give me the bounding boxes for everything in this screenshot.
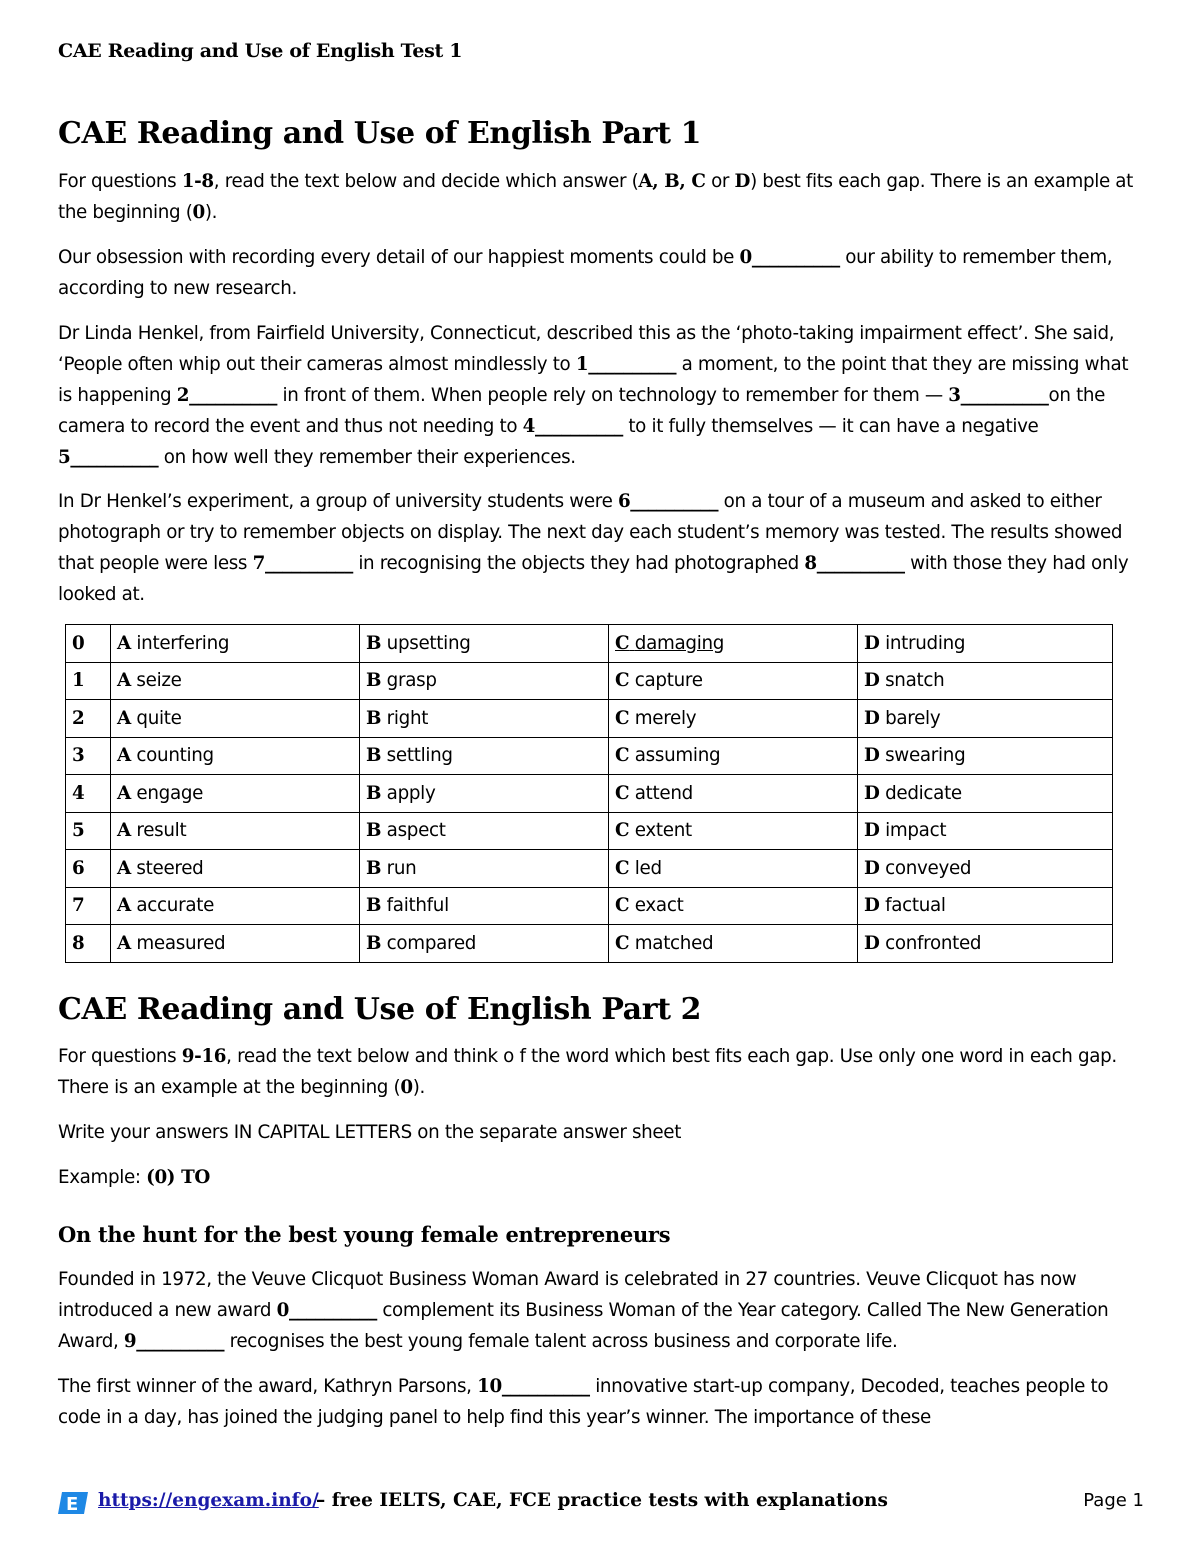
option-c: C merely (609, 700, 858, 738)
running-header: CAE Reading and Use of English Test 1 (58, 40, 463, 62)
question-number: 8 (66, 925, 111, 963)
options-row (66, 850, 1113, 888)
gap-5: 5__________ (58, 447, 159, 468)
option-b: B upsetting (360, 625, 609, 663)
option-a: A result (111, 812, 360, 850)
option-c: C exact (609, 887, 858, 925)
option-b: B run (360, 850, 609, 888)
option-a: A counting (111, 737, 360, 775)
option-a: A engage (111, 775, 360, 813)
gap-0-part2: 0__________ (276, 1300, 377, 1321)
question-number: 6 (66, 850, 111, 888)
part1-paragraph-1: Our obsession with recording every detail of our happiest moments could be 0__________ our ability to remember them, according to new research. (58, 247, 1113, 299)
gap-9: 9__________ (123, 1331, 225, 1352)
footer-tagline: – free IELTS, CAE, FCE practice tests with explanations (316, 1490, 888, 1511)
options-table (65, 624, 1113, 963)
option-a: A measured (111, 925, 360, 963)
option-b: B settling (360, 737, 609, 775)
question-number: 2 (66, 700, 111, 738)
option-a: A accurate (111, 887, 360, 925)
option-c: C capture (609, 662, 858, 700)
option-b: B apply (360, 775, 609, 813)
options-row (66, 925, 1113, 963)
options-row (66, 662, 1113, 700)
svg-text:E: E (66, 1494, 79, 1515)
engexam-link[interactable]: https://engexam.info/ (98, 1490, 319, 1511)
part1-paragraph-2: Dr Linda Henkel, from Fairfield University, Connecticut, described this as the ‘photo-taking impairment effect’. She said, ‘People often whip out their cameras almost mindlessly to 1__________ a moment, to the point that they are missing what is happening 2__________ in front of them. When people rely on technology to remember for them — 3__________on the camera to record the event and thus not needing to 4__________ to it fully themselves — it can have a negative 5__________ on how well they remember their experiences. (58, 323, 1129, 468)
option-c: C matched (609, 925, 858, 963)
part2-example: Example: (0) TO (58, 1167, 210, 1188)
part1-heading: CAE Reading and Use of English Part 1 (58, 116, 702, 151)
options-row (66, 812, 1113, 850)
option-b: B compared (360, 925, 609, 963)
page-footer (58, 1488, 1144, 1518)
option-a: A seize (111, 662, 360, 700)
option-d: D conveyed (858, 850, 1113, 888)
option-b: B faithful (360, 887, 609, 925)
options-row (66, 775, 1113, 813)
options-row (66, 700, 1113, 738)
options-row (66, 887, 1113, 925)
page-number: Page 1 (1083, 1490, 1144, 1511)
option-d: D dedicate (858, 775, 1113, 813)
question-number: 1 (66, 662, 111, 700)
option-d: D factual (858, 887, 1113, 925)
question-number: 0 (66, 625, 111, 663)
option-c: C led (609, 850, 858, 888)
gap-6: 6__________ (617, 491, 719, 512)
gap-3: 3__________ (948, 385, 1049, 406)
part1-instructions: For questions 1-8, read the text below and decide which answer (A, B, C or D) best fits each gap. There is an example at the beginning (0). (58, 171, 1133, 223)
question-number: 3 (66, 737, 111, 775)
option-c: C attend (609, 775, 858, 813)
gap-1: 1__________ (575, 354, 677, 375)
part2-write-note: Write your answers IN CAPITAL LETTERS on the separate answer sheet (58, 1122, 682, 1143)
option-b: B grasp (360, 662, 609, 700)
options-row (66, 737, 1113, 775)
gap-7: 7__________ (252, 553, 353, 574)
question-number: 5 (66, 812, 111, 850)
option-c: C assuming (609, 737, 858, 775)
part2-heading: CAE Reading and Use of English Part 2 (58, 992, 702, 1027)
options-row (66, 625, 1113, 663)
option-d: D snatch (858, 662, 1113, 700)
gap-10: 10__________ (477, 1376, 590, 1397)
option-c: C extent (609, 812, 858, 850)
option-d: D intruding (858, 625, 1113, 663)
question-number: 7 (66, 887, 111, 925)
engexam-logo-icon (58, 1490, 88, 1516)
gap-8: 8__________ (804, 553, 905, 574)
part2-paragraph-2: The first winner of the award, Kathryn Parsons, 10__________ innovative start-up company, Decoded, teaches people to code in a day, has joined the judging panel to help find this year’s winner. The importance of these (58, 1376, 1109, 1428)
article-title: On the hunt for the best young female entrepreneurs (58, 1222, 671, 1247)
option-d: D confronted (858, 925, 1113, 963)
option-d: D barely (858, 700, 1113, 738)
part2-instructions: For questions 9-16, read the text below and think o f the word which best fits each gap. Use only one word in each gap. There is an example at the beginning (0). (58, 1046, 1117, 1098)
gap-2: 2__________ (176, 385, 278, 406)
option-a: A interfering (111, 625, 360, 663)
option-a: A quite (111, 700, 360, 738)
option-b: B aspect (360, 812, 609, 850)
option-b: B right (360, 700, 609, 738)
gap-4: 4__________ (522, 416, 623, 437)
question-number: 4 (66, 775, 111, 813)
part2-paragraph-1: Founded in 1972, the Veuve Clicquot Business Woman Award is celebrated in 27 countries. Veuve Clicquot has now introduced a new award 0__________ complement its Business Woman of the Year category. Called The New Generation Award, 9__________ recognises the best young female talent across business and corporate life. (58, 1269, 1109, 1352)
option-d: D swearing (858, 737, 1113, 775)
option-c: C damaging (609, 625, 858, 663)
part1-paragraph-3: In Dr Henkel’s experiment, a group of university students were 6__________ on a tour of a museum and asked to either photograph or try to remember objects on display. The next day each student’s memory was tested. The results showed that people were less 7__________ in recognising the objects they had photographed 8__________ with those they had only looked at. (58, 491, 1129, 605)
option-a: A steered (111, 850, 360, 888)
option-d: D impact (858, 812, 1113, 850)
gap-0: 0__________ (739, 247, 840, 268)
